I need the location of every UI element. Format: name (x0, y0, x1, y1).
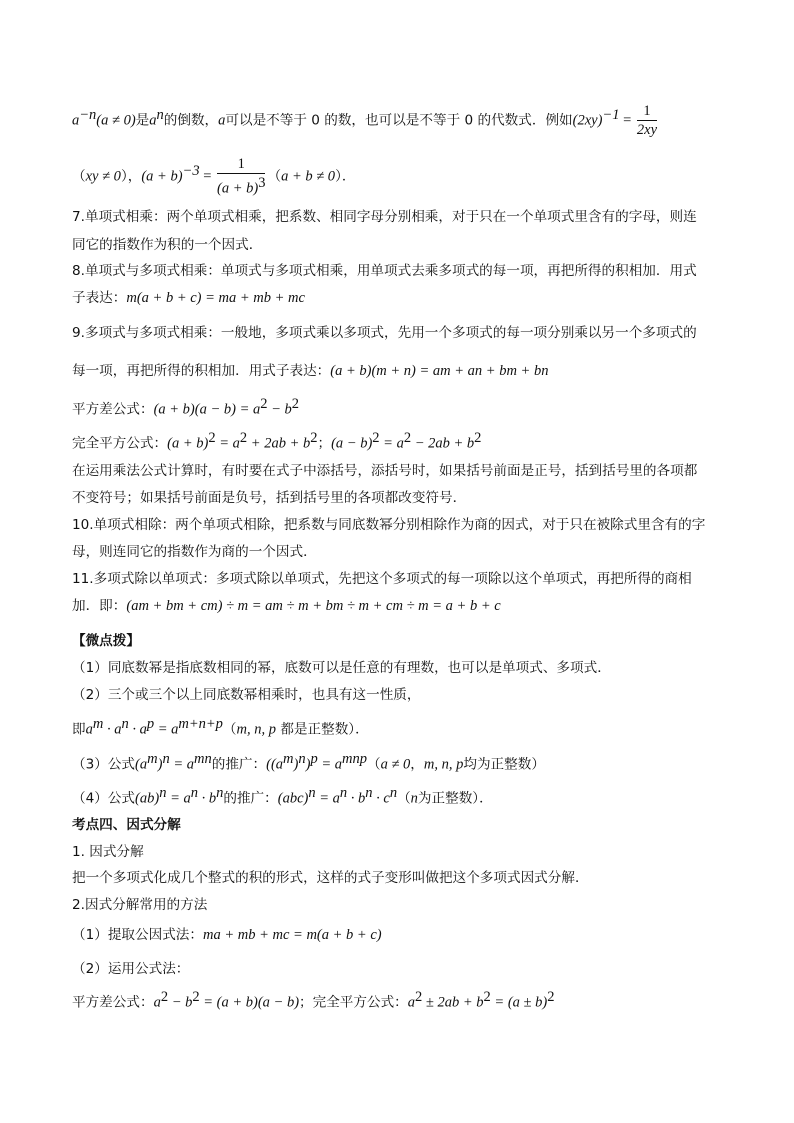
text-line-3: 7.单项式相乘：两个单项式相乘，把系数、相同字母分别相乘，对于只在一个单项式里含有的字母，则连 (72, 209, 697, 225)
section-heading: 考点四、因式分解 (72, 817, 181, 833)
text-line-27: （1）提取公因式法：ma + mb + mc = m(a + b + c) (72, 927, 382, 943)
text-line-13: 10.单项式相除：两个单项式相除，把系数与同底数幂分别相除作为商的因式，对于只在被除式里含有的字 (72, 517, 706, 533)
text-line-24: 1. 因式分解 (72, 844, 144, 860)
text-line-15: 11.多项式除以单项式：多项式除以单项式，先把这个多项式的每一项除以这个单项式，再把所得的商相 (72, 571, 692, 587)
text-line-16: 加．即：(am + bm + cm) ÷ m = am ÷ m + bm ÷ m + cm ÷ m = a + b + c (72, 598, 501, 614)
text-line-26: 2.因式分解常用的方法 (72, 897, 208, 913)
text-line-5: 8.单项式与多项式相乘：单项式与多项式相乘，用单项式去乘多项式的每一项，再把所得的积相加．用式 (72, 263, 697, 279)
text-line-8: 每一项，再把所得的积相加．用式子表达：(a + b)(m + n) = am + an + bm + bn (72, 363, 549, 379)
text-line-6: 子表达：m(a + b + c) = ma + mb + mc (72, 290, 305, 306)
text-line-9: 平方差公式：$(a + b)(a - b) = a^2 - b^2$ (72, 396, 300, 418)
fraction: $\frac{1}{(a + b)^3}$ (217, 156, 266, 197)
text-line-22: （4）公式$(ab)^n = a^n \cdot b^n$的推广：$(abc)^n = a^n \cdot b^n \cdot c^n(n$为正整数）． (72, 785, 493, 807)
math-expr: a (72, 112, 80, 129)
text-line-18: （1）同底数幂是指底数相同的幂，底数可以是任意的有理数，也可以是单项式、多项式． (72, 660, 611, 676)
text-line-1: $a^{-n}(a \ne 0)$是$a^n$的倒数，a可以是不等于 0 的数，也可以是不等于 0 的代数式．例如$(2xy)^{-1}$ = $\frac{1}{2xy}$ (72, 103, 658, 139)
text-line-25: 把一个多项式化成几个整式的积的形式，这样的式子变形叫做把这个多项式因式分解． (72, 870, 589, 886)
text-line-12: 不变符号；如果括号前面是负号，括到括号里的各项都改变符号． (72, 490, 467, 506)
text-line-19: （2）三个或三个以上同底数幂相乘时，也具有这一性质， (72, 687, 421, 703)
text-line-11: 在运用乘法公式计算时，有时要在式子中添括号，添括号时，如果括号前面是正号，括到括号里的各项都 (72, 463, 698, 479)
text-line-4: 同它的指数作为积的一个因式． (72, 237, 263, 253)
text-line-29: 平方差公式：$a^2 - b^2 = (a + b)(a - b)$；完全平方公式：$a^2 \pm 2ab + b^2 = (a \pm b)^2$ (72, 989, 555, 1011)
fraction: $\frac{1}{2xy}$ (636, 103, 658, 139)
text-line-14: 母，则连同它的指数作为商的一个因式． (72, 544, 317, 560)
text-line-21: （3）公式$(a^m)^n = a^{mn}$的推广：$((a^m)^n)^p = a^{mnp}(a \ne 0$，m, n, p均为正整数） (72, 751, 545, 773)
section-heading: 【微点拨】 (72, 633, 140, 649)
text-line-28: （2）运用公式法： (72, 961, 190, 977)
text-line-2: （xy ≠ 0），$(a + b)^{-3}$ = $\frac{1}{(a + b)^3}$ （a + b ≠ 0）． (72, 156, 356, 197)
text-line-20: 即$a^m \cdot a^n \cdot a^p = a^{m+n+p}(m$, n, p 都是正整数）． (72, 716, 369, 738)
text-line-7: 9.多项式与多项式相乘：一般地，多项式乘以多项式，先用一个多项式的每一项分别乘以另一个多项式的 (72, 325, 697, 341)
text-line-10: 完全平方公式：$(a + b)^2 = a^2 + 2ab + b^2$；$(a - b)^2 = a^2 - 2ab + b^2$ (72, 430, 482, 452)
